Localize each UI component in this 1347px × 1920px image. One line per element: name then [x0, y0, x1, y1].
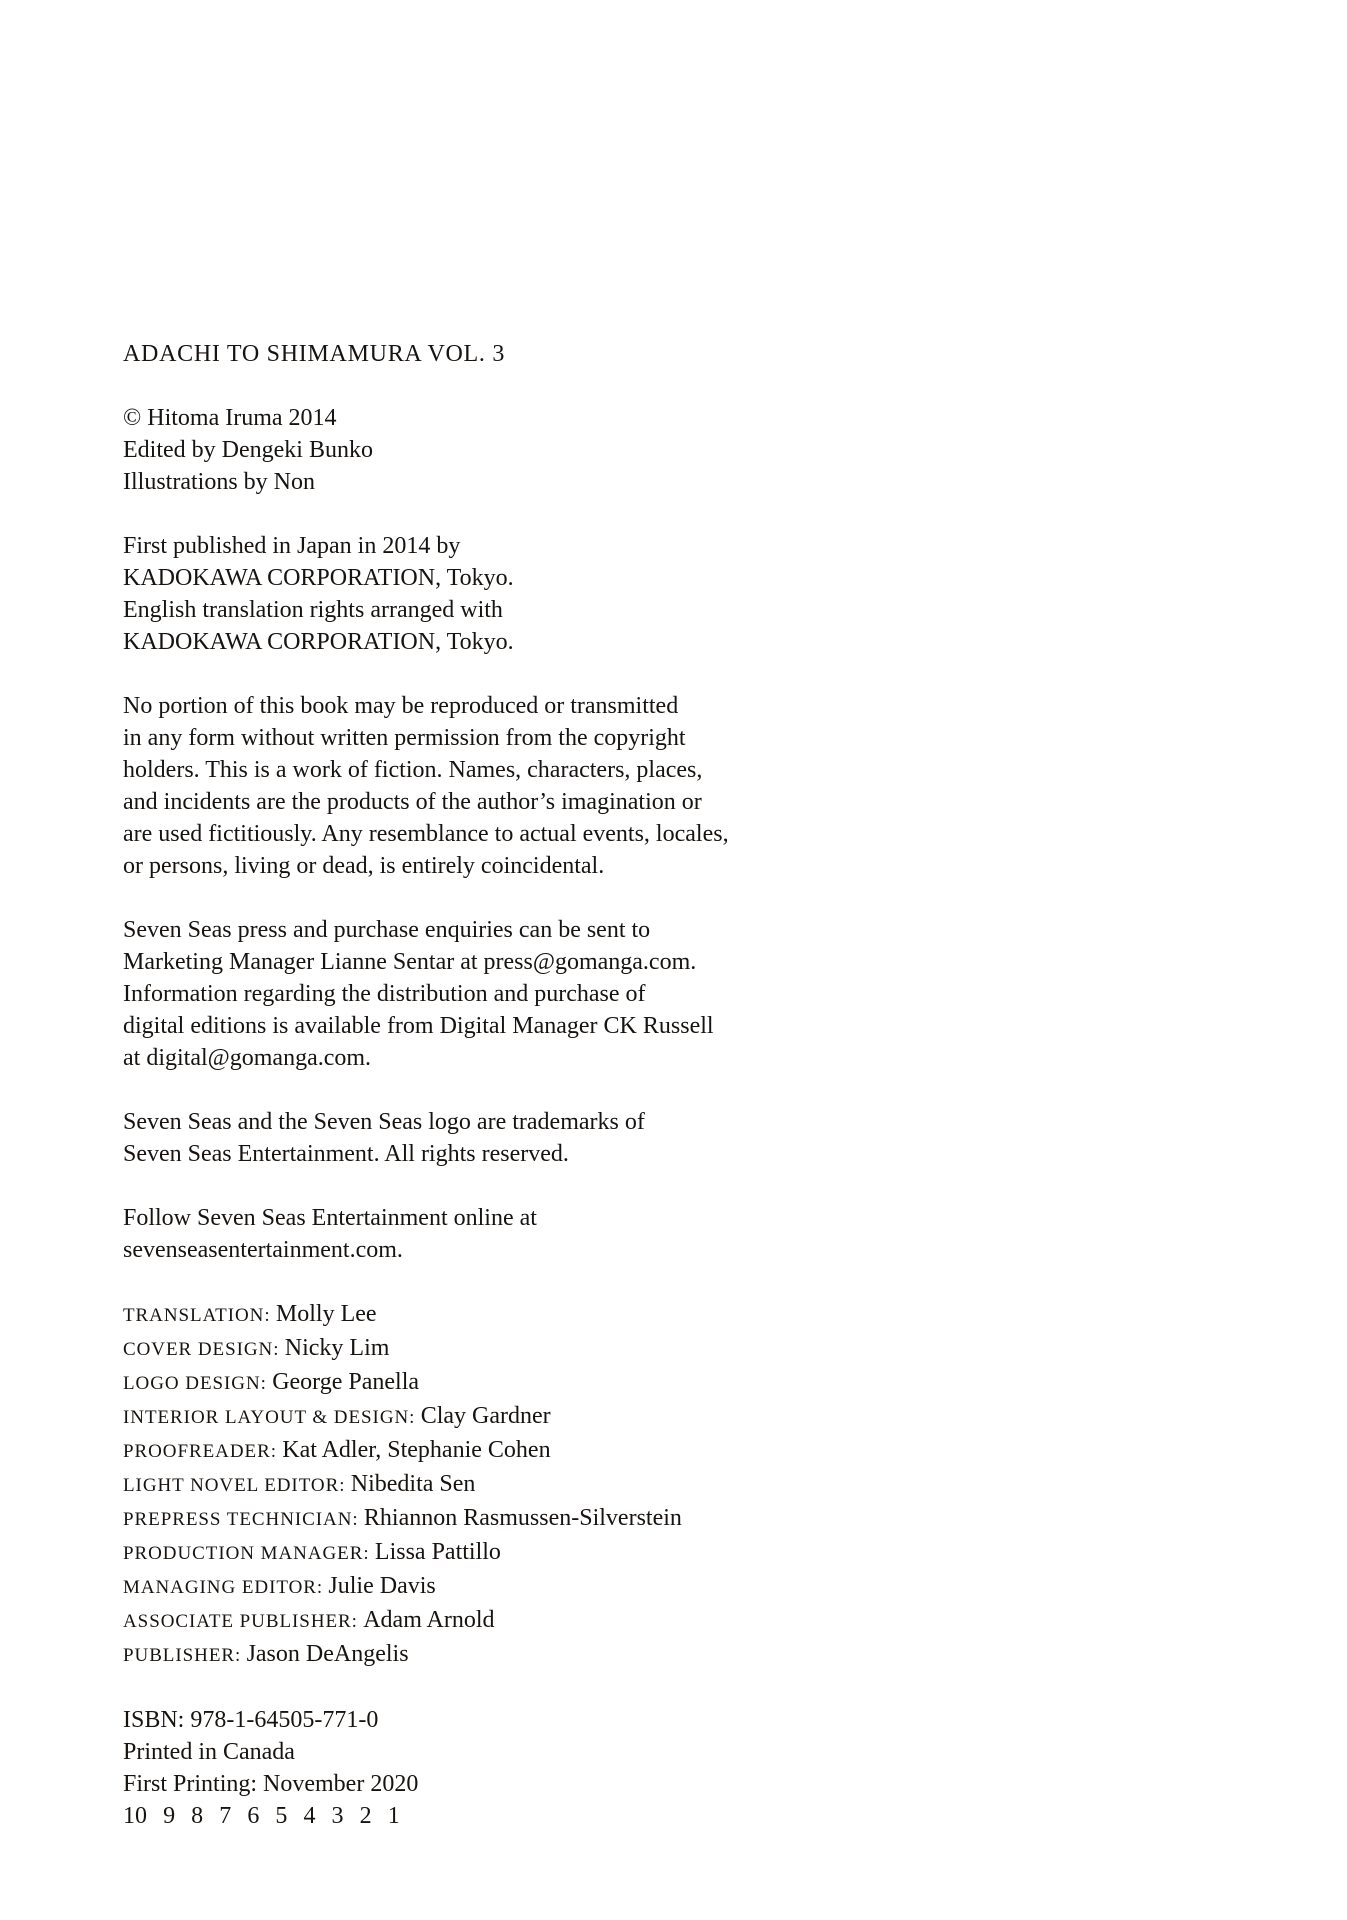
credit-label: MANAGING EDITOR:: [123, 1577, 324, 1598]
credit-label: PUBLISHER:: [123, 1645, 242, 1666]
press-contact-block: [123, 914, 823, 1074]
print-run-line: 10 9 8 7 6 5 4 3 2 1: [123, 1803, 400, 1829]
credit-name: Clay Gardner: [420, 1403, 551, 1429]
credit-row: [123, 1502, 823, 1536]
credit-row: [123, 1468, 823, 1502]
isbn-line: ISBN: 978-1-64505-771-0: [123, 1707, 379, 1733]
credit-name: Nibedita Sen: [350, 1471, 476, 1497]
credit-label: TRANSLATION:: [123, 1305, 271, 1326]
credit-name: George Panella: [272, 1369, 420, 1395]
credit-label: ASSOCIATE PUBLISHER:: [123, 1611, 358, 1632]
credit-name: Adam Arnold: [363, 1607, 495, 1633]
credit-name: Jason DeAngelis: [246, 1641, 409, 1667]
trademark-line: Seven Seas and the Seven Seas logo are trademarks of: [123, 1109, 645, 1135]
credit-name: Rhiannon Rasmussen-Silverstein: [363, 1505, 682, 1531]
first-printing-line: First Printing: November 2020: [123, 1771, 419, 1797]
credit-row: [123, 1434, 823, 1468]
illustrations-line: Illustrations by Non: [123, 469, 315, 495]
legal-line: are used fictitiously. Any resemblance to actual events, locales,: [123, 821, 729, 847]
legal-line: or persons, living or dead, is entirely coincidental.: [123, 853, 605, 879]
contact-line-press-email: Marketing Manager Lianne Sentar at press@gomanga.com.: [123, 949, 697, 975]
credit-row: [123, 1604, 823, 1638]
copyright-block: [123, 402, 823, 498]
legal-line: No portion of this book may be reproduced or transmitted: [123, 693, 679, 719]
edited-by-line: Edited by Dengeki Bunko: [123, 437, 373, 463]
publication-block: [123, 530, 823, 658]
credit-label: PREPRESS TECHNICIAN:: [123, 1509, 359, 1530]
contact-line-digital-email: at digital@gomanga.com.: [123, 1045, 372, 1071]
colophon-text-block: [123, 338, 823, 1864]
credit-row: [123, 1400, 823, 1434]
legal-notice-block: [123, 690, 823, 882]
contact-line: digital editions is available from Digital Manager CK Russell: [123, 1013, 714, 1039]
credit-row: [123, 1298, 823, 1332]
credit-label: COVER DESIGN:: [123, 1339, 280, 1360]
follow-line-website: sevenseasentertainment.com.: [123, 1237, 403, 1263]
credit-label: INTERIOR LAYOUT & DESIGN:: [123, 1407, 416, 1428]
credit-name: Nicky Lim: [284, 1335, 390, 1361]
credits-block: [123, 1298, 823, 1672]
book-title-block: [123, 338, 823, 370]
credit-row: [123, 1332, 823, 1366]
contact-line: Seven Seas press and purchase enquiries can be sent to: [123, 917, 651, 943]
credit-row: [123, 1570, 823, 1604]
publication-line: English translation rights arranged with: [123, 597, 503, 623]
follow-line: Follow Seven Seas Entertainment online at: [123, 1205, 537, 1231]
credit-row: [123, 1638, 823, 1672]
legal-line: holders. This is a work of fiction. Names, characters, places,: [123, 757, 703, 783]
printing-info-block: [123, 1704, 823, 1832]
book-title: ADACHI TO SHIMAMURA VOL. 3: [123, 341, 506, 367]
credit-label: PROOFREADER:: [123, 1441, 277, 1462]
publication-line: First published in Japan in 2014 by: [123, 533, 461, 559]
trademark-block: [123, 1106, 823, 1170]
credit-name: Molly Lee: [275, 1301, 377, 1327]
credit-row: [123, 1536, 823, 1570]
publication-line: KADOKAWA CORPORATION, Tokyo.: [123, 629, 514, 655]
credit-label: LOGO DESIGN:: [123, 1373, 267, 1394]
legal-line: in any form without written permission from the copyright: [123, 725, 686, 751]
credit-name: Kat Adler, Stephanie Cohen: [282, 1437, 551, 1463]
publication-line: KADOKAWA CORPORATION, Tokyo.: [123, 565, 514, 591]
credit-row: [123, 1366, 823, 1400]
follow-block: [123, 1202, 823, 1266]
trademark-line: Seven Seas Entertainment. All rights reserved.: [123, 1141, 569, 1167]
credit-name: Lissa Pattillo: [374, 1539, 501, 1565]
printed-in-line: Printed in Canada: [123, 1739, 295, 1765]
legal-line: and incidents are the products of the author’s imagination or: [123, 789, 702, 815]
credit-label: PRODUCTION MANAGER:: [123, 1543, 370, 1564]
contact-line: Information regarding the distribution and purchase of: [123, 981, 646, 1007]
credit-label: LIGHT NOVEL EDITOR:: [123, 1475, 346, 1496]
copyright-line: © Hitoma Iruma 2014: [123, 405, 337, 431]
credit-name: Julie Davis: [328, 1573, 436, 1599]
